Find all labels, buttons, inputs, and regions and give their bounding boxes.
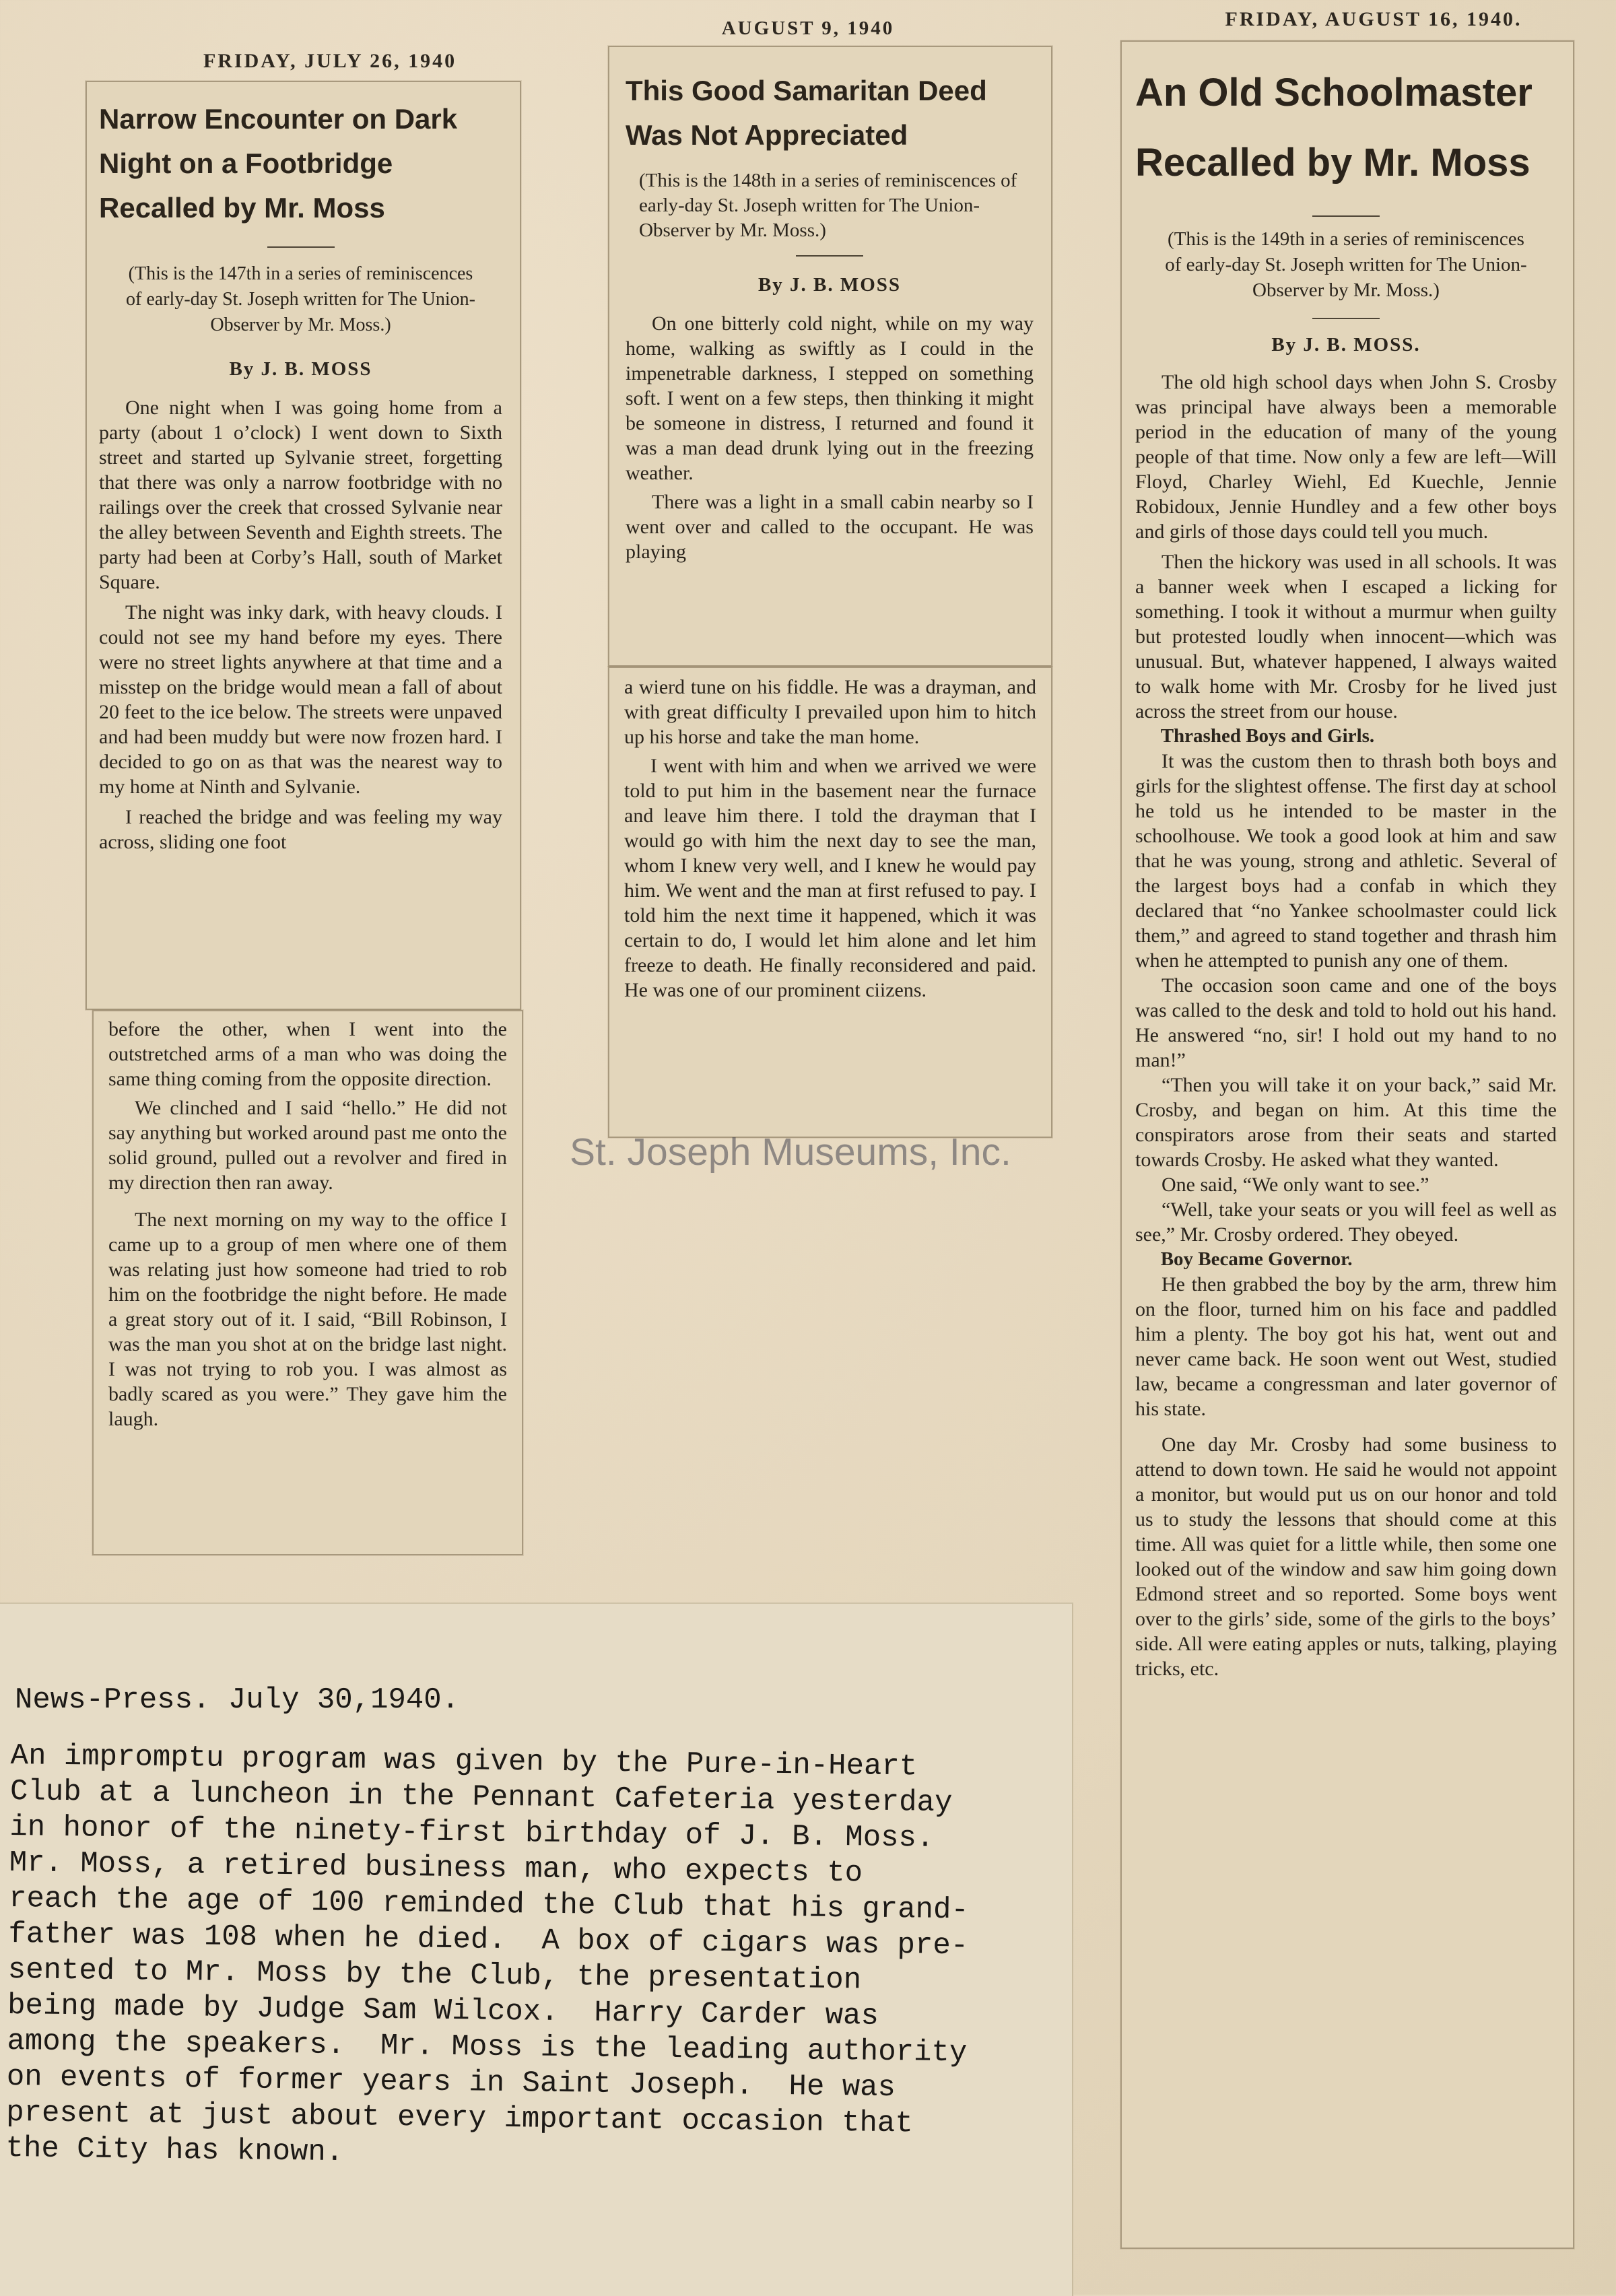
clip3-dateline: FRIDAY, AUGUST 16, 1940.	[1225, 8, 1522, 30]
paragraph: a wierd tune on his fiddle. He was a drayman, and with great difficulty I prevailed upon him to hitch up his horse and take the man home.	[624, 676, 1036, 748]
typed-line: sented to Mr. Moss by the Club, the presentation	[7, 1953, 862, 1998]
clip3-headline-line: An Old Schoolmaster	[1135, 71, 1533, 114]
clip2-intro: (This is the 148th in a series of reminiscences of early-day St. Joseph written for The Union-Observer by Mr. Moss.)	[639, 170, 1017, 241]
typed-line: Club at a luncheon in the Pennant Cafeteria yesterday	[9, 1774, 953, 1821]
paragraph: It was the custom then to thrash both boys and girls for the slightest offense. The first day at school he told us he intended to be master in the schoolhouse. We took a good look at him and saw that he was young, strong and athletic. Several of the largest boys had a confab in which they declared that “no Yankee schoolmaster could lick them,” and agreed to stand together and thrash him when he attempted to punish any one of them.	[1135, 750, 1557, 972]
paragraph: The night was inky dark, with heavy clouds. I could not see my hand before my eyes. There were no street lights anywhere at that time and a misstep on the bridge would mean a fall of about 20 feet to the ice below. The streets were unpaved and had been muddy but were now frozen hard. I decided to go on as that was the nearest way to my home at Ninth and Sylvanie.	[99, 601, 502, 798]
clip3-byline: By J. B. MOSS.	[1271, 334, 1421, 356]
paragraph: The old high school days when John S. Crosby was principal have always been a memorable period in the education of many of the young people of that time. Now only a few are left—Will Floyd, Charley Wiehl, Ed Kuechle, Jennie Robidoux, Jennie Hundley and a few other boys and girls of those days could tell you much.	[1135, 371, 1557, 543]
paragraph: Then the hickory was used in all schools. It was a banner week when I escaped a licking for something. I took it without a murmur when guilty but protested loudly when innocent—which was unusual. But, whatever happened, I always waited to walk home with Mr. Crosby for he lived just across the street from our house.	[1135, 551, 1557, 722]
paragraph: We clinched and I said “hello.” He did not say anything but worked around past me onto the solid ground, pulled out a revolver and fired in my direction then ran away.	[108, 1097, 507, 1194]
typed-line: being made by Judge Sam Wilcox. Harry Carder was	[7, 1988, 879, 2033]
clip1-body-a	[99, 395, 502, 854]
subhead: Thrashed Boys and Girls.	[1160, 725, 1375, 747]
paragraph: “Well, take your seats or you will feel as well as see,” Mr. Crosby ordered. They obeyed.	[1135, 1198, 1557, 1246]
clip2-headline-line: Was Not Appreciated	[626, 119, 908, 151]
clip3-headline-line: Recalled by Mr. Moss	[1135, 141, 1530, 184]
clip2-article-continued	[608, 667, 1052, 1138]
clip2-headline	[626, 69, 1034, 158]
typed-line: among the speakers. Mr. Moss is the leading authority	[7, 2024, 968, 2070]
paragraph: One night when I was going home from a party (about 1 o’clock) I went down to Sixth street and started up Sylvanie street, forgetting that there was only a narrow footbridge with no railings over the creek that crossed Sylvanie near the alley between Seventh and Eighth streets. The party had been at Corby’s Hall, south of Market Square.	[99, 397, 502, 593]
paragraph: One day Mr. Crosby had some business to attend to down town. He said he would not appoint a monitor, but would put us on our honor and told us to study the lessons that should come at this time. All was quiet for a little while, then some one looked out of the window and saw him going down Edmond street and so reported. Some boys went over to the girls’ side, some of the girls to the boys’ side. All were eating apples or nuts, talking, playing tricks, etc.	[1135, 1433, 1557, 1680]
typed-line: Mr. Moss, a retired business man, who expects to	[9, 1846, 863, 1891]
clip2-byline: By J. B. MOSS	[758, 274, 902, 296]
clip1-rule	[267, 246, 335, 248]
clip2-dateline: AUGUST 9, 1940	[721, 18, 895, 39]
clip1-dateline: FRIDAY, JULY 26, 1940	[203, 50, 457, 72]
clip2-body-a	[626, 311, 1034, 564]
typed-line: in honor of the ninety-first birthday of J. B. Moss.	[9, 1810, 935, 1856]
clip2-rule	[796, 255, 863, 257]
paragraph: On one bitterly cold night, while on my way home, walking as swiftly as I could in the impenetrable darkness, I stepped on something soft. I went on a few steps, then thinking it might be someone in distress, I returned and found it was a man dead drunk lying out in the freezing weather.	[626, 312, 1034, 484]
clip3-intro: (This is the 149th in a series of reminiscences of early-day St. Joseph written for The Union-Observer by Mr. Moss.)	[1165, 228, 1527, 301]
clip1-article-top	[86, 81, 521, 1010]
typed-note-heading: News-Press. July 30,1940.	[15, 1683, 460, 1717]
clip3-rule	[1312, 318, 1380, 319]
clip1-intro: (This is the 147th in a series of reminiscences of early-day St. Joseph written for The Union-Observer by Mr. Moss.)	[126, 263, 475, 335]
clip1-headline	[99, 97, 502, 230]
paragraph: before the other, when I went into the outstretched arms of a man who was doing the same thing coming from the opposite direction.	[108, 1018, 507, 1090]
typed-line: An impromptu program was given by the Pure-in-Heart	[10, 1739, 918, 1784]
paragraph: I reached the bridge and was feeling my way across, sliding one foot	[99, 806, 502, 853]
paragraph: I went with him and when we arrived we were told to put him in the basement near the furnace and leave him there. I told the drayman that I would go with him the next day to see the man, whom I knew very well, and I knew he would pay him. We went and the man at first refused to pay. I told him the next time it happened, which it was certain to do, I would let him alone and let him freeze to death. He finally reconsidered and paid. He was one of our prominent ciizens.	[624, 755, 1036, 1001]
clip1-byline: By J. B. MOSS	[229, 358, 372, 380]
paragraph: “Then you will take it on your back,” said Mr. Crosby, and began on him. At this time the conspirators arose from their seats and started towards Crosby. He asked what they wanted.	[1135, 1074, 1557, 1171]
clip1-article-continued	[92, 1010, 523, 1555]
clip1-headline-line: Narrow Encounter on Dark	[99, 103, 458, 135]
clip1-headline-line: Recalled by Mr. Moss	[99, 192, 385, 224]
clip3-body	[1135, 370, 1557, 1681]
paragraph: The occasion soon came and one of the boys was called to the desk and told to hold out his hand. He answered “no, sir! I hold out my hand to no man!”	[1135, 974, 1557, 1071]
clip1-headline-line: Night on a Footbridge	[99, 147, 393, 179]
typed-line: present at just about every important occasion that	[5, 2095, 914, 2141]
paragraph: One said, “We only want to see.”	[1162, 1174, 1429, 1196]
clip2-article-top	[608, 46, 1052, 667]
paragraph: The next morning on my way to the office I came up to a group of men where one of them was relating just how someone had tried to rob him on the footbridge the night before. He made a great story out of it. I said, “Bill Robinson, I was the man you shot at on the bridge last night. I was not trying to rob you. I was almost as badly scared as you were.” They gave him the laugh.	[108, 1209, 507, 1430]
clip3-rule	[1312, 215, 1380, 217]
clip3-headline	[1135, 58, 1557, 198]
paragraph: He then grabbed the boy by the arm, threw him on the floor, turned him on his face and paddled him a plenty. The boy got his hat, went out and never came back. He soon went out West, studied law, became a congressman and later governor of his state.	[1135, 1273, 1557, 1420]
typed-line: on events of former years in Saint Joseph. He was	[6, 2060, 896, 2105]
museum-watermark: St. Joseph Museums, Inc.	[570, 1130, 1011, 1174]
typed-note-body	[5, 1738, 1072, 2180]
typed-line: the City has known.	[5, 2131, 344, 2170]
subhead: Boy Became Governor.	[1160, 1248, 1353, 1270]
clip2-headline-line: This Good Samaritan Deed	[626, 75, 987, 106]
typed-line: father was 108 when he died. A box of cigars was pre-	[8, 1917, 969, 1963]
paragraph: There was a light in a small cabin nearby so I went over and called to the occupant. He was playing	[626, 491, 1034, 563]
typed-line: reach the age of 100 reminded the Club that his grand-	[8, 1881, 970, 1928]
clip3-article	[1120, 40, 1574, 2249]
